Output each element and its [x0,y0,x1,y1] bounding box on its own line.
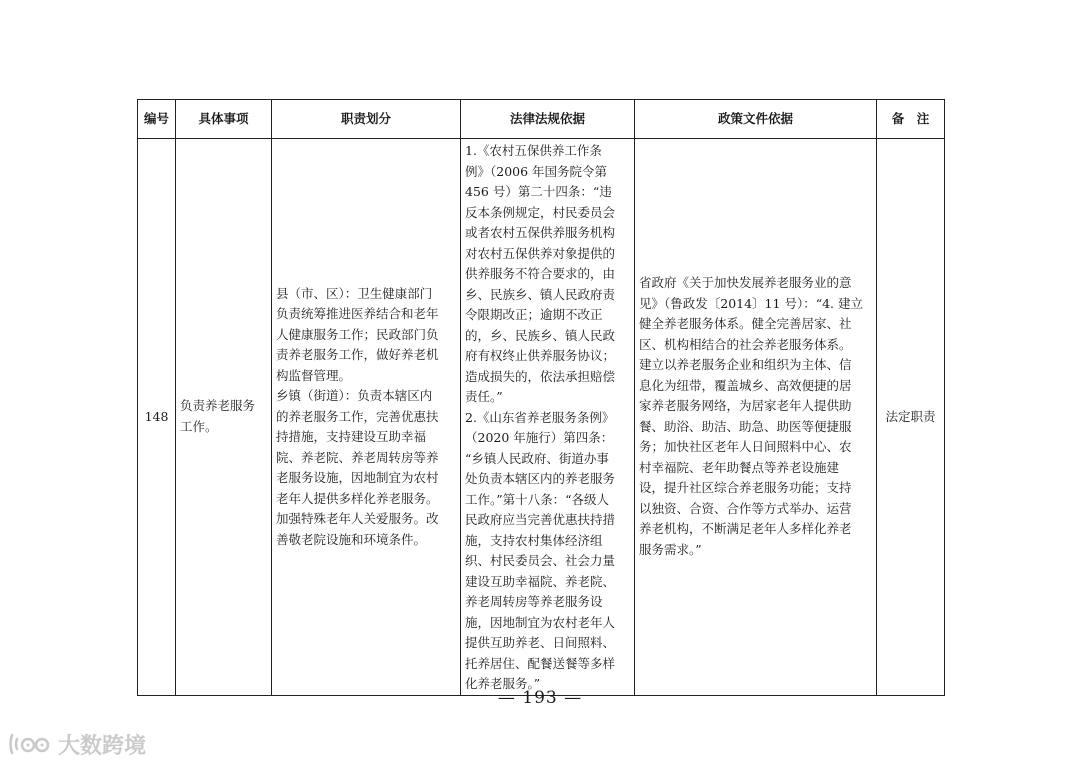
header-duties: 职责划分 [272,100,461,139]
row-number: 148 [144,408,169,424]
row-policy: 省政府《关于加快发展养老服务业的意 见》（鲁政发〔2014〕11 号）：“4. 建立 健全养老服务体系。健全完善居家、社 区、机构相结合的社会养老服务体系。 建立以养老服务企业和组织为主体、信 息化为纽带，覆盖城乡、高效便捷的居 家养老服务网络，为居家老年人提供助 餐、助浴、助洁、助急、助医等便捷服 务；加快社区老年人日间照料中心、农 村幸福院、老年助餐点等养老设施建 设，提升社区综合养老服务功能；支持 以独资、合资、合作等方式举办、运营 养老机构，不断满足老年人多样化养老 服务需求。” [639,275,863,557]
header-policy: 政策文件依据 [635,100,877,139]
header-laws: 法律法规依据 [461,100,635,139]
page-number: — 193 — [497,688,583,708]
cell-duties [272,139,461,696]
cell-item [176,139,272,696]
header-item: 具体事项 [176,100,272,139]
watermark-text: 大数跨境 [58,733,147,759]
cell-policy [635,139,877,696]
row-laws: 1.《农村五保供养工作条 例》（2006 年国务院令第 456 号）第二十四条：“违 反本条例规定，村民委员会 或者农村五保供养服务机构 对农村五保供养对象提供的 供养服务不符合要求的，由 乡、民族乡、镇人民政府责 令限期改正；逾期不改正 的，乡、民族乡、镇人民政 府有权终止供养服务协议； 造成损失的，依法承担赔偿 责任。” 2.《山东省养老服务条例》 （2020 年施行）第四条： “乡镇人民政府、街道办事 处负责本辖区内的养老服务 工作。”第十八条：“各级人 民政府应当完善优惠扶持措 施，支持农村集体经济组 织、村民委员会、社会力量 建设互助幸福院、养老院、 养老周转房等养老服务设 施，因地制宜为农村老年人 提供互助养老、日间照料、 托养居住、配餐送餐等多样 化养老服务。” [465,143,616,691]
table-header-row [138,100,945,139]
watermark [8,728,146,760]
responsibility-table [137,99,945,696]
cell-note [877,139,945,696]
cell-laws [461,139,635,696]
row-duties: 县（市、区）：卫生健康部门 负责统筹推进医养结合和老年 人健康服务工作；民政部门负 责养老服务工作，做好养老机 构监督管理。 乡镇（街道）：负责本辖区内 的养老服务工作，完善优惠扶 持措施，支持建设互助幸福 院、养老院、养老周转房等养 老服务设施，因地制宜为农村 老年人提供多样化养老服务。 加强特殊老年人关爱服务。改 善敬老院设施和环境条件。 [276,285,439,547]
header-number: 编号 [138,100,176,139]
table-row [138,139,945,696]
brand-logo-icon [8,729,54,759]
header-note: 备 注 [877,100,945,139]
row-note: 法定职责 [885,408,936,424]
cell-number [138,139,176,696]
row-item: 负责养老服务 工作。 [180,398,256,434]
